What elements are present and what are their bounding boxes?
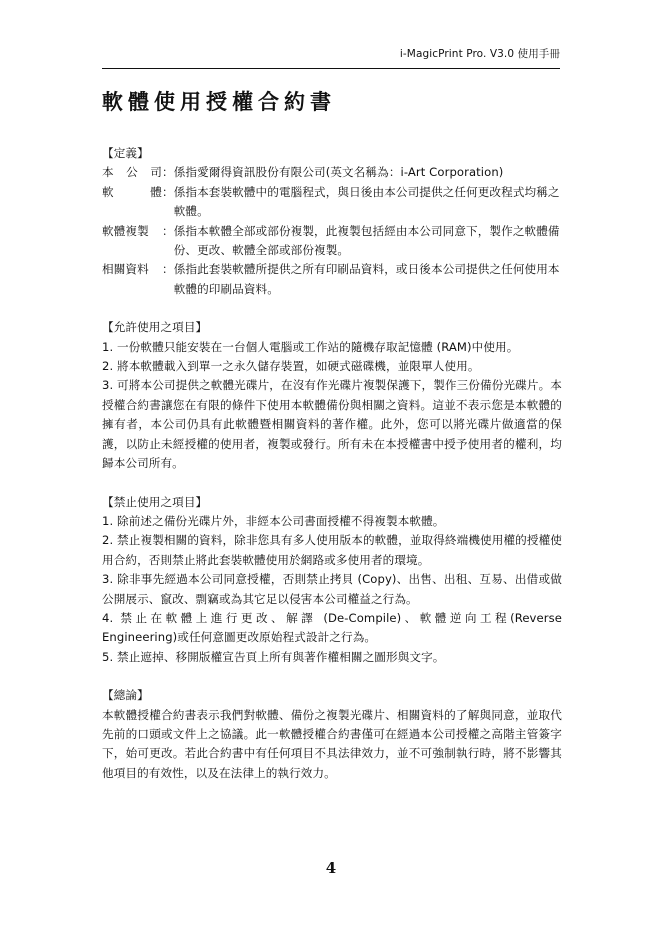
definition-term: 軟體複製 <box>102 223 149 238</box>
permitted-heading: 【允許使用之項目】 <box>102 320 208 335</box>
permitted-item: 3. 可將本公司提供之軟體光碟片，在沒有作光碟片複製保護下，製作三份備份光碟片。本授權合約書讓您在有限的條件下使用本軟體備份與相關之資料。這並不表示您是本軟體的擁有者，本公司仍具有此軟體暨相關資料的著作權。此外，您可以將光碟片做適當的保護，以防止未經授權的使用者，複製或發行。所有未在本授權書中授予使用者的權利，均歸本公司所有。 <box>102 378 562 471</box>
definition-body: 係指愛爾得資訊股份有限公司(英文名稱為：i-Art Corporation) <box>173 165 504 180</box>
prohibited-item: 1. 除前述之備份光碟片外，非經本公司書面授權不得複製本軟體。 <box>102 513 445 528</box>
definition-term: 本 公 司 <box>102 165 162 180</box>
running-header: i-MagicPrint Pro. V3.0 使用手冊 <box>399 48 560 60</box>
definition-body: 係指此套裝軟體所提供之所有印刷品資料，或日後本公司提供之任何使用本軟體的印刷品資料。 <box>173 262 560 296</box>
header-rule <box>102 68 560 69</box>
definition-body: 係指本套裝軟體中的電腦程式，與日後由本公司提供之任何更改程式均稱之軟體。 <box>173 184 560 219</box>
definition-software-copy: 軟體複製 ： 係指本軟體全部或部份複製，此複製包括經由本公司同意下，製作之軟體備份、更改、軟體全部或部份複製。 <box>102 222 562 261</box>
prohibited-heading: 【禁止使用之項目】 <box>102 494 208 509</box>
definitions-heading: 【定義】 <box>102 146 149 160</box>
definition-software: 軟 體 ： 係指本套裝軟體中的電腦程式，與日後由本公司提供之任何更改程式均稱之軟體。 <box>102 183 562 222</box>
page-number: 4 <box>325 859 337 877</box>
page-title: 軟體使用授權合約書 <box>102 90 336 114</box>
definition-related-materials: 相關資料 ： 係指此套裝軟體所提供之所有印刷品資料，或日後本公司提供之任何使用本軟體的印刷品資料。 <box>102 260 562 299</box>
permitted-item: 2. 將本軟體載入到單一之永久儲存裝置，如硬式磁碟機，並限單人使用。 <box>102 359 480 374</box>
permitted-item: 1. 一份軟體只能安裝在一台個人電腦或工作站的隨機存取記憶體 (RAM)中使用。 <box>102 339 519 354</box>
prohibited-item: 3. 除非事先經過本公司同意授權，否則禁止拷貝 (Copy)、出售、出租、互易、出借或做公開展示、竄改、剽竊或為其它足以侵害本公司權益之行為。 <box>102 572 562 606</box>
prohibited-item: 5. 禁止遮掉、移開版權宣告頁上所有與著作權相關之圖形與文字。 <box>102 649 445 664</box>
definition-term: 相關資料 <box>102 262 149 277</box>
definition-company: 本 公 司 ： 係指愛爾得資訊股份有限公司(英文名稱為：i-Art Corporation) <box>102 163 562 182</box>
conclusion-heading: 【總論】 <box>102 688 149 703</box>
prohibited-item: 2. 禁止複製相關的資料，除非您具有多人使用版本的軟體，並取得終端機使用權的授權使用合約，否則禁止將此套裝軟體使用於網路或多使用者的環境。 <box>102 533 562 567</box>
prohibited-item: 4. 禁止在軟體上進行更改、解譯 (De-Compile)、軟體逆向工程(Reverse Engineering)或任何意圖更改原始程式設計之行為。 <box>102 610 562 645</box>
definition-body: 係指本軟體全部或部份複製，此複製包括經由本公司同意下，製作之軟體備份、更改、軟體全部或部份複製。 <box>173 223 560 258</box>
agreement-content <box>102 144 562 783</box>
conclusion-body: 本軟體授權合約書表示我們對軟體、備份之複製光碟片、相關資料的了解與同意，並取代先前的口頭或文件上之協議。此一軟體授權合約書僅可在經過本公司授權之高階主管簽字下，始可更改。若此合約書中有任何項目不具法律效力，並不可強制執行時，將不影響其他項目的有效性，以及在法律上的執行效力。 <box>102 707 562 780</box>
definition-term: 軟 體 <box>102 184 162 199</box>
